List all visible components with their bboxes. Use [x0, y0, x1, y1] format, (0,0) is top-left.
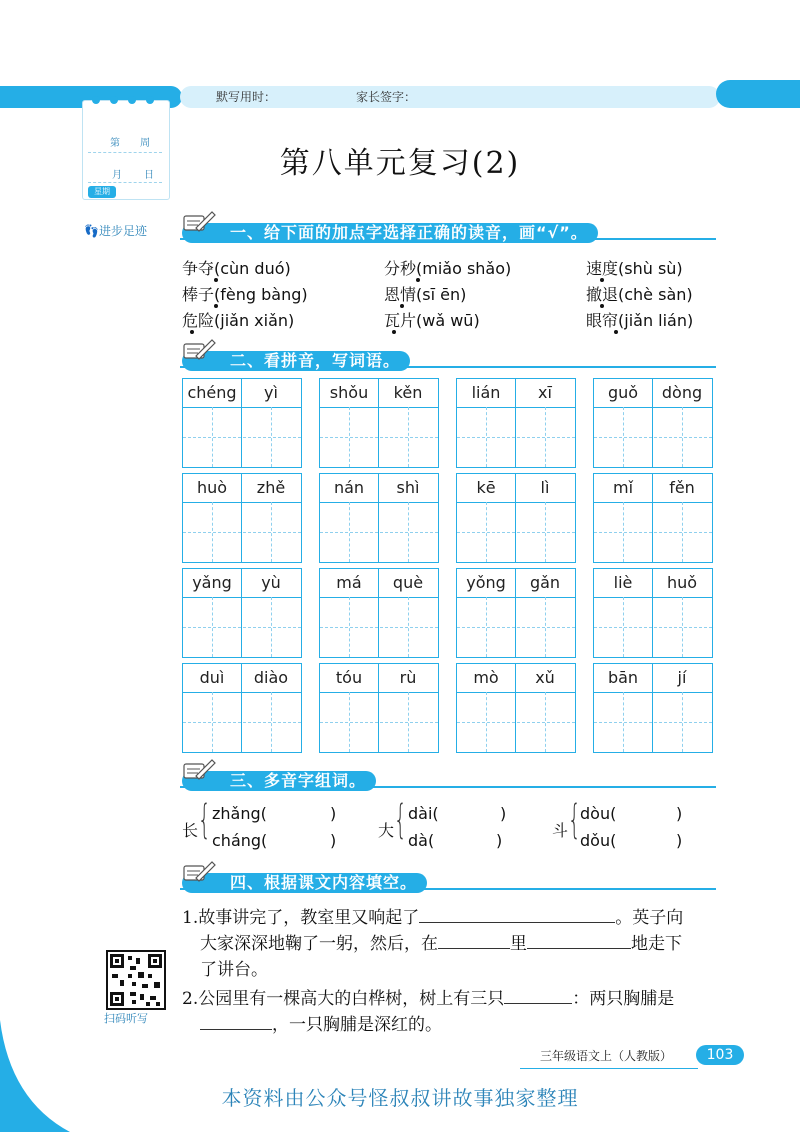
guide-line [594, 437, 712, 438]
polyphone-reading: dà( [408, 831, 435, 850]
reading-item: 恩情(sī ēn) [384, 285, 467, 304]
pinyin-label: chéng [187, 383, 237, 402]
guide-line [594, 627, 712, 628]
footer-rule [520, 1068, 698, 1069]
pinyin-divider [457, 502, 575, 503]
guide-line [457, 532, 575, 533]
pinyin-label: mò [473, 668, 499, 687]
word-box[interactable] [182, 378, 302, 468]
pinyin-label: liè [613, 573, 633, 592]
emphasis-dot [392, 330, 396, 334]
polyphone-char: 大 [378, 821, 395, 840]
answer-blank[interactable] [419, 908, 615, 923]
pinyin-label: huǒ [666, 573, 698, 592]
word-box[interactable] [182, 568, 302, 658]
pinyin-label: kěn [393, 383, 423, 402]
pinyin-label: xī [538, 383, 552, 402]
cell-divider [241, 379, 242, 467]
pinyin-label: jí [677, 668, 687, 687]
word-box[interactable] [456, 473, 576, 563]
reading-item: 眼帘(jiǎn lián) [586, 311, 694, 330]
close-paren: ) [500, 804, 507, 823]
pinyin-label: shǒu [329, 383, 369, 402]
emphasis-dot [400, 304, 404, 308]
brace: { [394, 797, 407, 843]
week-suffix: 周 [140, 138, 150, 149]
dictation-time-label: 默写用时： [216, 90, 277, 104]
pinyin-divider [320, 597, 438, 598]
section1-heading: 一、给下面的加点字选择正确的读音，画“√”。 [182, 223, 598, 243]
cell-divider [515, 664, 516, 752]
pencil-icon [180, 336, 216, 362]
pinyin-label: yù [261, 573, 281, 592]
cell-divider [241, 569, 242, 657]
emphasis-dot [214, 304, 218, 308]
week-label: 第 [110, 138, 120, 149]
cell-divider [652, 474, 653, 562]
pinyin-label: rù [399, 668, 417, 687]
cell-divider [378, 664, 379, 752]
pencil-icon [180, 208, 216, 234]
reading-item: 分秒(miǎo shǎo) [384, 259, 512, 278]
word-box[interactable] [319, 568, 439, 658]
pinyin-label: shì [396, 478, 420, 497]
pinyin-label: tóu [335, 668, 363, 687]
month-label: 月 [112, 170, 122, 181]
cell-divider [652, 664, 653, 752]
reading-item: 棒子(fèng bàng) [182, 285, 308, 304]
emphasis-dot [614, 330, 618, 334]
pinyin-divider [457, 597, 575, 598]
reading-item: 危险(jiǎn xiǎn) [182, 311, 295, 330]
cell-divider [515, 474, 516, 562]
pinyin-divider [320, 502, 438, 503]
cell-divider [652, 569, 653, 657]
pinyin-label: fěn [669, 478, 695, 497]
word-box[interactable] [593, 378, 713, 468]
page-number: 103 [696, 1045, 744, 1065]
guide-line [320, 722, 438, 723]
question-1-line-2: 大家深深地鞠了一躬，然后，在 里 地走下 [200, 934, 682, 954]
guide-line [594, 532, 712, 533]
section3-heading: 三、多音字组词。 [182, 771, 376, 791]
reading-item: 速度(shù sù) [586, 259, 683, 278]
cell-divider [378, 379, 379, 467]
guide-line [457, 437, 575, 438]
pinyin-label: lì [540, 478, 550, 497]
guide-line [320, 627, 438, 628]
parent-signature-label: 家长签字： [356, 90, 417, 104]
word-box[interactable] [456, 378, 576, 468]
guide-line [320, 437, 438, 438]
pinyin-divider [183, 597, 301, 598]
guide-line [183, 437, 301, 438]
pinyin-divider [183, 502, 301, 503]
emphasis-dot [214, 278, 218, 282]
divider [88, 182, 162, 183]
question-2-line-2: ，一只胸脯是深红的。 [200, 1010, 442, 1035]
pinyin-divider [183, 407, 301, 408]
pinyin-label: xǔ [535, 668, 555, 687]
word-box[interactable] [593, 568, 713, 658]
pencil-icon [180, 756, 216, 782]
pinyin-label: gǎn [529, 573, 561, 592]
pinyin-label: diào [253, 668, 289, 687]
watermark-text: 本资料由公众号怪叔叔讲故事独家整理 [221, 1086, 579, 1110]
pencil-icon [180, 858, 216, 884]
brace: { [568, 797, 581, 843]
ring-icon [146, 96, 154, 104]
word-box[interactable] [182, 663, 302, 753]
ring-icon [128, 96, 136, 104]
cell-divider [515, 379, 516, 467]
guide-line [183, 722, 301, 723]
ring-icon [110, 96, 118, 104]
emphasis-dot [600, 278, 604, 282]
brace: { [198, 797, 211, 843]
pinyin-label: guǒ [607, 383, 639, 402]
qr-label: 扫码听写 [104, 1012, 148, 1025]
polyphone-reading: dòu( [580, 804, 617, 823]
pinyin-label: má [336, 573, 362, 592]
word-box[interactable] [319, 663, 439, 753]
polyphone-reading: dǒu( [580, 831, 617, 850]
pinyin-label: lián [471, 383, 501, 402]
qr-code[interactable] [106, 950, 166, 1010]
word-box[interactable] [456, 568, 576, 658]
guide-line [457, 722, 575, 723]
pinyin-label: yǎng [192, 573, 232, 592]
corner-decoration [0, 1020, 70, 1132]
pinyin-label: kē [476, 478, 496, 497]
page-title: 第八单元复习(2) [279, 146, 521, 181]
word-box[interactable] [456, 663, 576, 753]
pinyin-label: bān [607, 668, 639, 687]
reading-item: 争夺(cùn duó) [182, 259, 291, 278]
pinyin-divider [457, 407, 575, 408]
pinyin-divider [594, 502, 712, 503]
ring-icon [92, 96, 100, 104]
polyphone-reading: cháng( [212, 831, 268, 850]
cell-divider [241, 664, 242, 752]
pinyin-label: nán [333, 478, 365, 497]
pinyin-label: què [392, 573, 424, 592]
pinyin-divider [594, 597, 712, 598]
emphasis-dot [416, 278, 420, 282]
answer-blank[interactable] [504, 989, 572, 1004]
emphasis-dot [190, 330, 194, 334]
pinyin-label: yǒng [466, 573, 506, 592]
pinyin-label: mǐ [612, 478, 634, 497]
pinyin-label: huò [196, 478, 228, 497]
word-box[interactable] [593, 473, 713, 563]
answer-blank[interactable] [438, 934, 510, 949]
question-2-line-1: 2.公园里有一棵高大的白桦树，树上有三只 ：两只胸脯是 [182, 989, 675, 1009]
question-1-line-1: 1.故事讲完了，教室里又响起了 。英子向 [182, 908, 684, 928]
pinyin-label: dòng [661, 383, 703, 402]
polyphone-char: 长 [182, 821, 199, 840]
day-label: 日 [144, 170, 154, 181]
guide-line [183, 532, 301, 533]
guide-line [457, 627, 575, 628]
close-paren: ) [676, 804, 683, 823]
close-paren: ) [330, 804, 337, 823]
guide-line [183, 627, 301, 628]
close-paren: ) [676, 831, 683, 850]
polyphone-reading: dài( [408, 804, 439, 823]
pinyin-divider [320, 692, 438, 693]
cell-divider [378, 474, 379, 562]
reading-item: 撤退(chè sàn) [586, 285, 693, 304]
emphasis-dot [600, 304, 604, 308]
word-box[interactable] [593, 663, 713, 753]
word-box[interactable] [182, 473, 302, 563]
guide-line [320, 532, 438, 533]
word-box[interactable] [319, 473, 439, 563]
pinyin-label: zhě [256, 478, 286, 497]
section2-heading: 二、看拼音，写词语。 [182, 351, 410, 371]
top-band-right [716, 80, 800, 108]
word-box[interactable] [319, 378, 439, 468]
pinyin-label: yì [264, 383, 278, 402]
cell-divider [515, 569, 516, 657]
weekday-badge: 星期 [88, 186, 116, 198]
guide-line [594, 722, 712, 723]
question-1-line-3: 了讲台。 [200, 960, 268, 980]
close-paren: ) [330, 831, 337, 850]
cell-divider [652, 379, 653, 467]
cell-divider [378, 569, 379, 657]
pinyin-label: duì [199, 668, 225, 687]
answer-blank[interactable] [527, 934, 631, 949]
book-label: 三年级语文上（人教版） [540, 1049, 673, 1063]
reading-item: 瓦片(wǎ wū) [384, 311, 480, 330]
polyphone-char: 斗 [552, 821, 569, 840]
pinyin-divider [594, 407, 712, 408]
footprint-icon: 👣 [84, 224, 99, 238]
footsteps-label: 👣进步足迹 [84, 224, 147, 238]
pinyin-divider [594, 692, 712, 693]
pinyin-divider [183, 692, 301, 693]
pinyin-divider [457, 692, 575, 693]
section4-heading: 四、根据课文内容填空。 [182, 873, 427, 893]
pinyin-divider [320, 407, 438, 408]
polyphone-reading: zhǎng( [212, 804, 267, 823]
cell-divider [241, 474, 242, 562]
close-paren: ) [496, 831, 503, 850]
answer-blank[interactable] [200, 1015, 272, 1030]
